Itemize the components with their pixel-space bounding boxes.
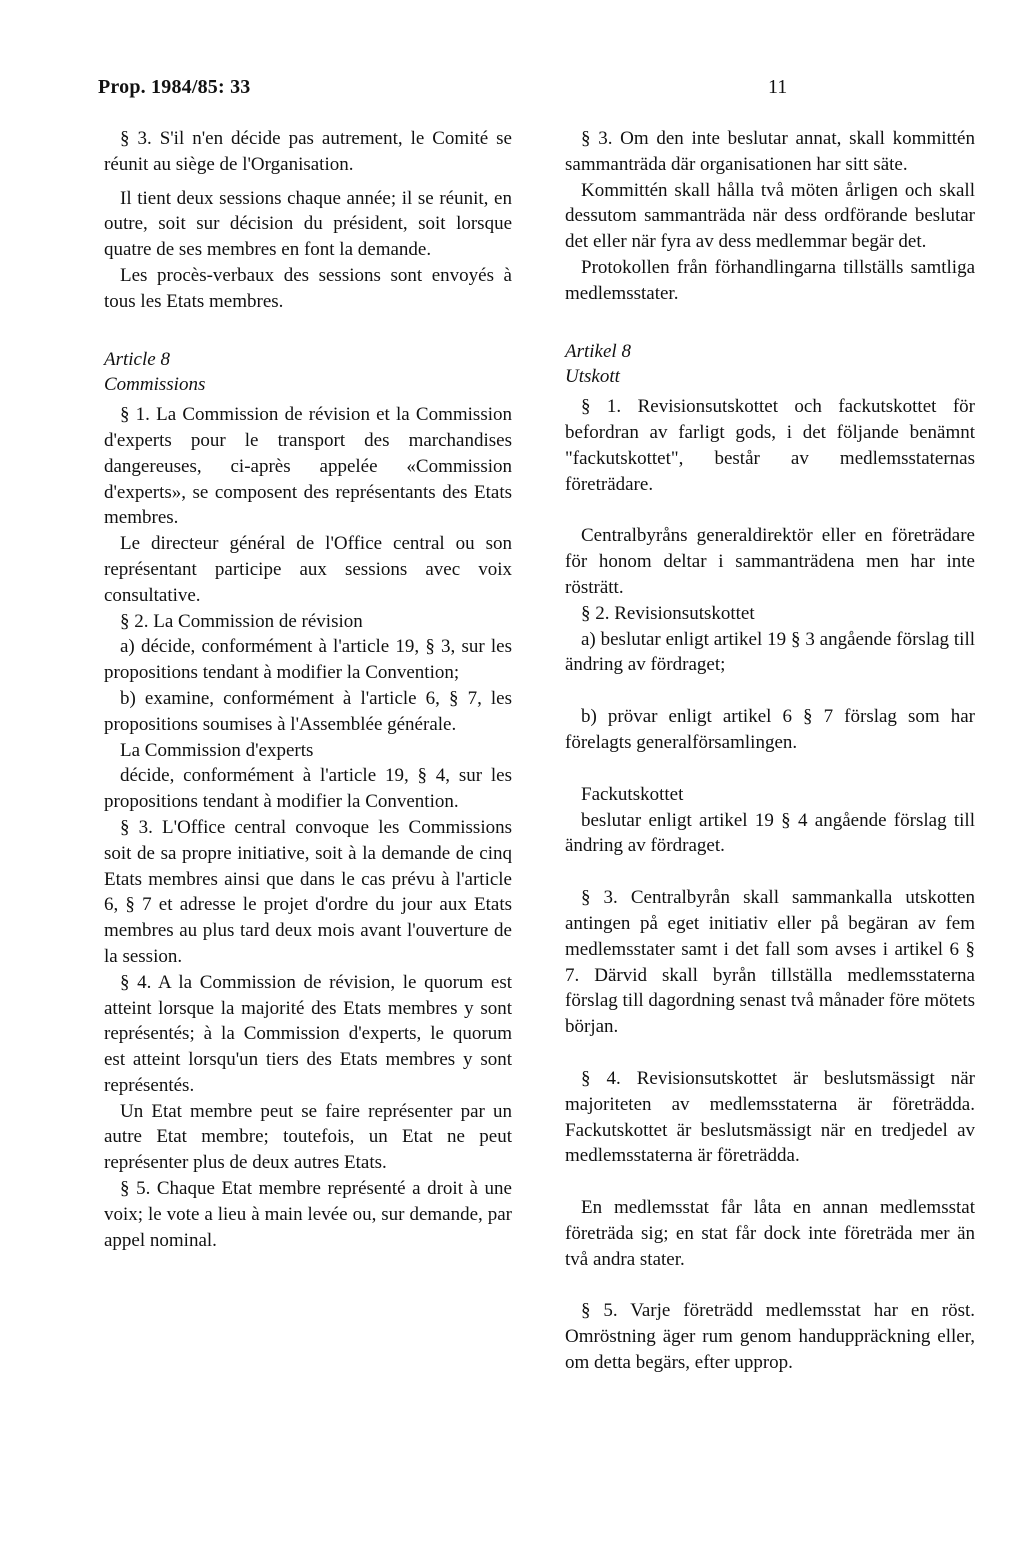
french-column [104, 126, 512, 1253]
fr-section-3: § 3. S'il n'en décide pas autrement, le Comité se réunit au siège de l'Organisation. [104, 128, 512, 175]
fr-art8-s1b: Le directeur général de l'Office central ou son représentant participe aux sessions avec voix consultative. [104, 533, 512, 606]
sv-art8-s2a: a) beslutar enligt artikel 19 § 3 angående förslag till ändring av fördraget; [565, 628, 975, 676]
document-reference: Prop. 1984/85: 33 [98, 76, 251, 98]
sv-minutes: Protokollen från förhandlingarna tillställs samtliga medlemsstater. [565, 256, 975, 304]
fr-art8-s2: § 2. La Commission de révision [120, 610, 363, 632]
fr-sessions: Il tient deux sessions chaque année; il se réunit, en outre, soit sur décision du président, soit lorsque quatre de ses membres en font la demande. [104, 187, 512, 261]
sv-art8-s4b: En medlemsstat får låta en annan medlemsstat företräda sig; en stat får dock inte företräda mer än två andra stater. [565, 1197, 975, 1270]
sv-article-title: Artikel 8 [565, 340, 631, 362]
fr-art8-s2a: a) décide, conformément à l'article 19, § 3, sur les propositions tendant à modifier la Convention; [104, 636, 512, 684]
sv-section-3: § 3. Om den inte beslutar annat, skall kommittén sammanträda där organisationen har sitt säte. [565, 128, 975, 175]
fr-art8-s3: § 3. L'Office central convoque les Commissions soit de sa propre initiative, soit à la demande de cinq Etats membres ainsi que dans le cas prévu à l'article 6, § 7 et adresse le projet d'ordre du jour aux Etats membres au plus tard deux mois avant l'ouverture de la session. [104, 816, 512, 967]
sv-sessions: Kommittén skall hålla två möten årligen och skall dessutom sammanträda när dess ordförande beslutar det eller när fyra av dess medlemmar begär det. [565, 179, 975, 253]
sv-art8-s1b: Centralbyråns generaldirektör eller en företrädare för honom deltar i sammanträdena men har inte rösträtt. [565, 525, 975, 598]
sv-art8-s2d: beslutar enligt artikel 19 § 4 angående förslag till ändring av fördraget. [565, 809, 975, 857]
fr-minutes: Les procès-verbaux des sessions sont envoyés à tous les Etats membres. [104, 264, 512, 312]
fr-art8-s1: § 1. La Commission de révision et la Commission d'experts pour le transport des marchandises dangereuses, ci-après appelée «Commission d'experts», se composent des représentants des Etats membres. [104, 404, 512, 529]
fr-article-subtitle: Commissions [104, 374, 206, 396]
sv-art8-s5: § 5. Varje företrädd medlemsstat har en röst. Omröstning äger rum genom handuppräckning eller, om detta begärs, efter upprop. [565, 1300, 975, 1374]
swedish-column [565, 126, 975, 1376]
fr-art8-s2b: b) examine, conformément à l'article 6, § 7, les propositions soumises à l'Assemblée générale. [104, 687, 512, 735]
sv-art8-s4: § 4. Revisionsutskottet är beslutsmässigt när majoriteten av medlemsstaterna är företrädda. Fackutskottet är beslutsmässigt när en tredjedel av medlemsstaterna är företrädda. [565, 1067, 975, 1167]
fr-article-title: Article 8 [104, 348, 170, 370]
fr-art8-s4b: Un Etat membre peut se faire représenter par un autre Etat membre; toutefois, un Etat ne peut représenter plus de deux autres Etats. [104, 1100, 512, 1174]
page-header [98, 76, 918, 106]
page-number: 11 [768, 76, 788, 98]
fr-art8-s5: § 5. Chaque Etat membre représenté a droit à une voix; le vote a lieu à main levée ou, sur demande, par appel nominal. [104, 1178, 512, 1251]
sv-art8-s2b: b) prövar enligt artikel 6 § 7 förslag som har förelagts generalförsamlingen. [565, 706, 975, 753]
fr-art8-s2c: La Commission d'experts [120, 739, 314, 761]
sv-art8-s3: § 3. Centralbyrån skall sammankalla utskotten antingen på eget initiativ eller på begäran av fem medlemsstater samt i det fall som avses i artikel 6 § 7. Därvid skall byrån tillställa medlemsstaterna förslag till dagordning senast två månader före mötets början. [565, 887, 975, 1038]
sv-art8-s2c: Fackutskottet [581, 783, 684, 805]
fr-art8-s2d: décide, conformément à l'article 19, § 4, sur les propositions tendant à modifier la Convention. [104, 765, 512, 813]
fr-art8-s4: § 4. A la Commission de révision, le quorum est atteint lorsque la majorité des Etats membres y sont représentés; à la Commission d'experts, le quorum est atteint lorsqu'un tiers des Etats membres y sont représentés. [104, 971, 512, 1096]
sv-article-subtitle: Utskott [565, 366, 620, 388]
sv-art8-s2: § 2. Revisionsutskottet [581, 602, 755, 624]
sv-art8-s1: § 1. Revisionsutskottet och fackutskottet för befordran av farligt gods, i det följande benämnt "fackutskottet", består av medlemsstaternas företrädare. [565, 396, 975, 495]
